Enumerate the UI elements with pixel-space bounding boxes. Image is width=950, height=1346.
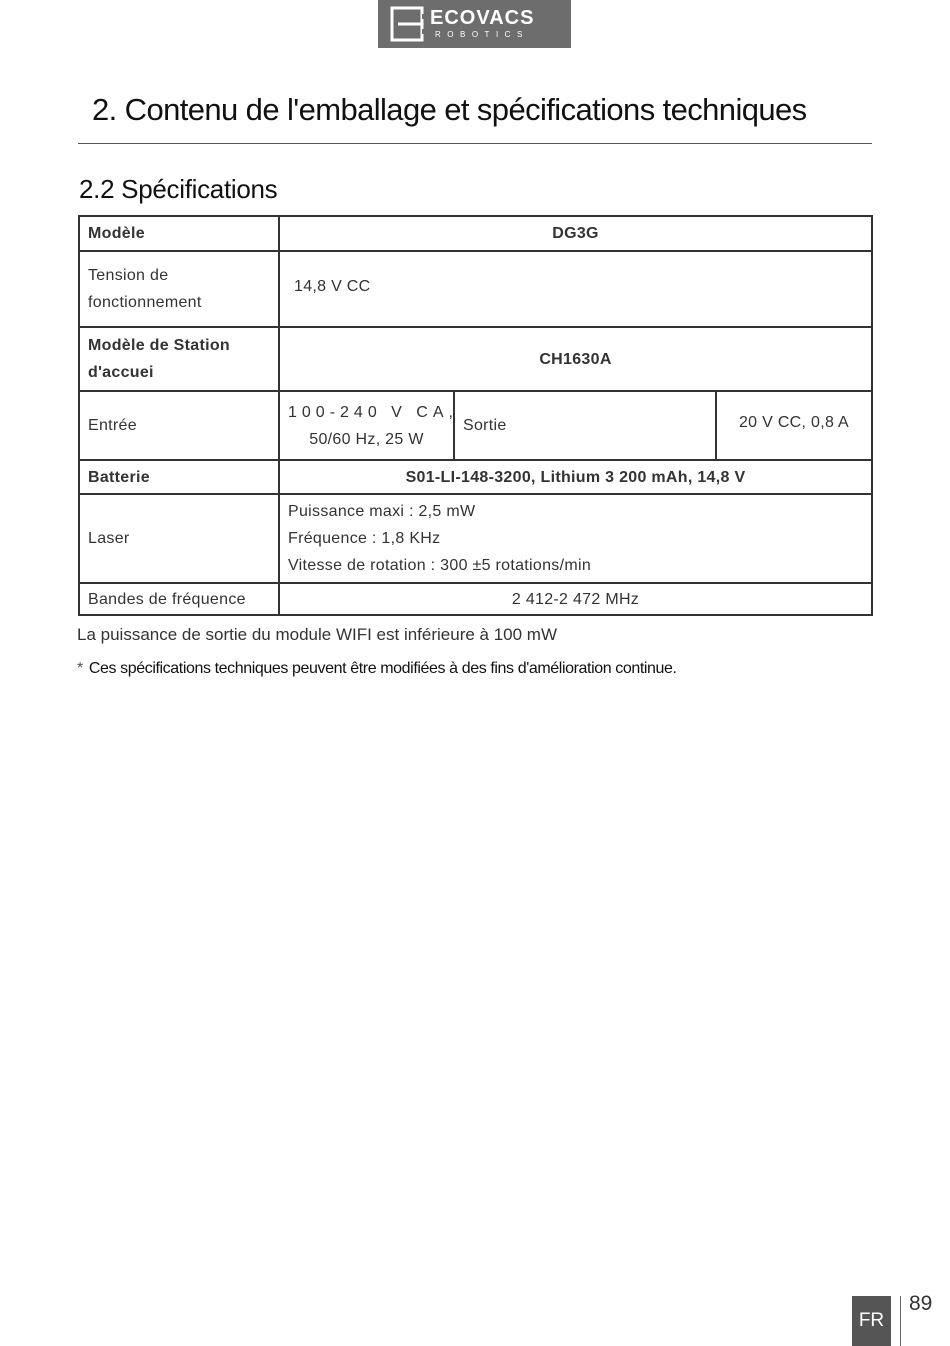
bands-label: Bandes de fréquence [79, 583, 279, 615]
station-value: CH1630A [279, 327, 872, 391]
ecovacs-logo [378, 0, 571, 48]
table-row-station [79, 327, 872, 391]
table-row-voltage [79, 251, 872, 327]
bands-value: 2 412-2 472 MHz [279, 583, 872, 615]
page-number-divider [900, 1296, 901, 1346]
output-value: 20 V CC, 0,8 A [716, 391, 872, 460]
voltage-label-line1: Tension de [88, 267, 169, 284]
page-title: 2. Contenu de l'emballage et spécifications techniques [92, 92, 807, 127]
laser-power: Puissance maxi : 2,5 mW [288, 503, 476, 520]
language-badge: FR [852, 1296, 891, 1346]
input-value-line2: 50/60 Hz, 25 W [309, 430, 424, 448]
footnote-marker: * [77, 660, 83, 677]
footnote-text: Ces spécifications techniques peuvent être modifiées à des fins d'amélioration continue. [88, 660, 677, 677]
table-row-laser [79, 494, 872, 583]
table-row-input-output [79, 391, 872, 460]
model-label: Modèle [79, 216, 279, 251]
laser-label: Laser [79, 494, 279, 583]
laser-rotation: Vitesse de rotation : 300 ±5 rotations/min [288, 557, 592, 574]
station-label-line2: d'accuei [88, 364, 154, 381]
laser-frequency: Fréquence : 1,8 KHz [288, 530, 441, 547]
input-label: Entrée [79, 391, 279, 460]
voltage-label-line2: fonctionnement [88, 294, 202, 311]
table-row-bands [79, 583, 872, 615]
model-value: DG3G [279, 216, 872, 251]
page-number: 89 [909, 1292, 933, 1315]
specifications-table [78, 215, 873, 616]
voltage-label [79, 251, 279, 327]
wifi-power-note: La puissance de sortie du module WIFI est inférieure à 100 mW [77, 625, 558, 644]
section-title: 2.2 Spécifications [79, 174, 278, 204]
logo-wordmark: ECOVACS [430, 7, 535, 29]
output-label: Sortie [454, 391, 716, 460]
title-divider [78, 143, 872, 144]
footnote [77, 660, 677, 678]
battery-value: S01-LI-148-3200, Lithium 3 200 mAh, 14,8 V [279, 460, 872, 494]
logo-subtext: ROBOTICS [435, 30, 529, 39]
battery-label: Batterie [79, 460, 279, 494]
input-value-line1: 100-240 V CA, [288, 403, 458, 421]
input-value [279, 391, 458, 460]
table-row-model [79, 216, 872, 251]
laser-values [279, 494, 872, 583]
table-row-battery [79, 460, 872, 494]
voltage-value: 14,8 V CC [279, 251, 872, 327]
station-label-line1: Modèle de Station [88, 337, 230, 354]
station-label [79, 327, 279, 391]
